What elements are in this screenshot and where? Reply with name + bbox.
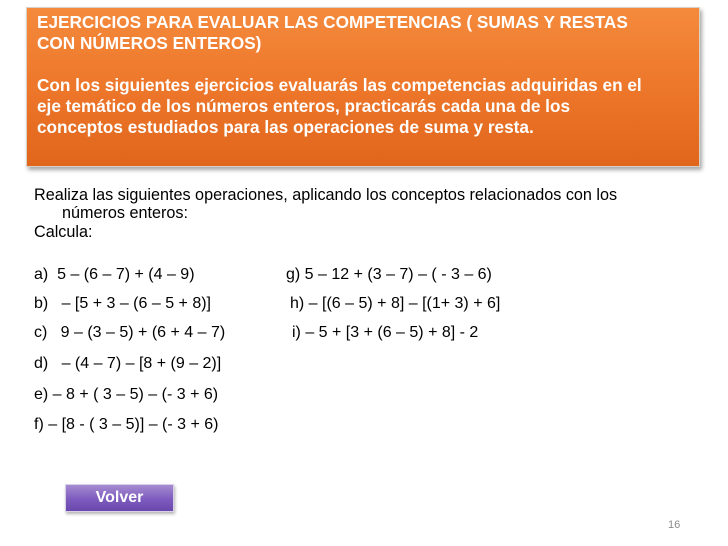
exercise-a: a) 5 – (6 – 7) + (4 – 9) — [34, 266, 195, 283]
exercise-c: c) 9 – (3 – 5) + (6 + 4 – 7) — [34, 324, 226, 341]
exercise-i: i) – 5 + [3 + (6 – 5) + 8] - 2 — [292, 324, 479, 341]
description-line-2: eje temático de los números enteros, practicarás cada una de los — [37, 96, 571, 116]
header-box — [26, 7, 700, 167]
exercise-content — [34, 186, 706, 242]
exercise-b: b) – [5 + 3 – (6 – 5 + 8)] — [34, 295, 211, 312]
exercise-g: g) 5 – 12 + (3 – 7) – ( - 3 – 6) — [286, 266, 492, 283]
instructions-line-1: Realiza las siguientes operaciones, aplicando los conceptos relacionados con los — [34, 186, 618, 204]
description-line-3: conceptos estudiados para las operaciones de suma y resta. — [37, 117, 534, 137]
title-line-2: CON NÚMEROS ENTEROS) — [37, 33, 262, 53]
calcula-label: Calcula: — [34, 223, 93, 241]
exercise-f: f) – [8 - ( 3 – 5)] – (- 3 + 6) — [34, 416, 219, 433]
title-line-1: EJERCICIOS PARA EVALUAR LAS COMPETENCIAS ( SUMAS Y RESTAS — [37, 12, 628, 32]
instructions-line-2: números enteros: — [62, 204, 188, 222]
instructions — [34, 186, 706, 222]
page-number: 16 — [668, 519, 681, 531]
description-line-1: Con los siguientes ejercicios evaluarás las competencias adquiridas en el — [37, 75, 642, 95]
exercise-d: d) – (4 – 7) – [8 + (9 – 2)] — [34, 355, 222, 372]
exercise-e: e) – 8 + ( 3 – 5) – (- 3 + 6) — [34, 386, 219, 403]
exercise-h: h) – [(6 – 5) + 8] – [(1+ 3) + 6] — [290, 295, 501, 312]
back-button[interactable]: Volver — [65, 484, 174, 512]
